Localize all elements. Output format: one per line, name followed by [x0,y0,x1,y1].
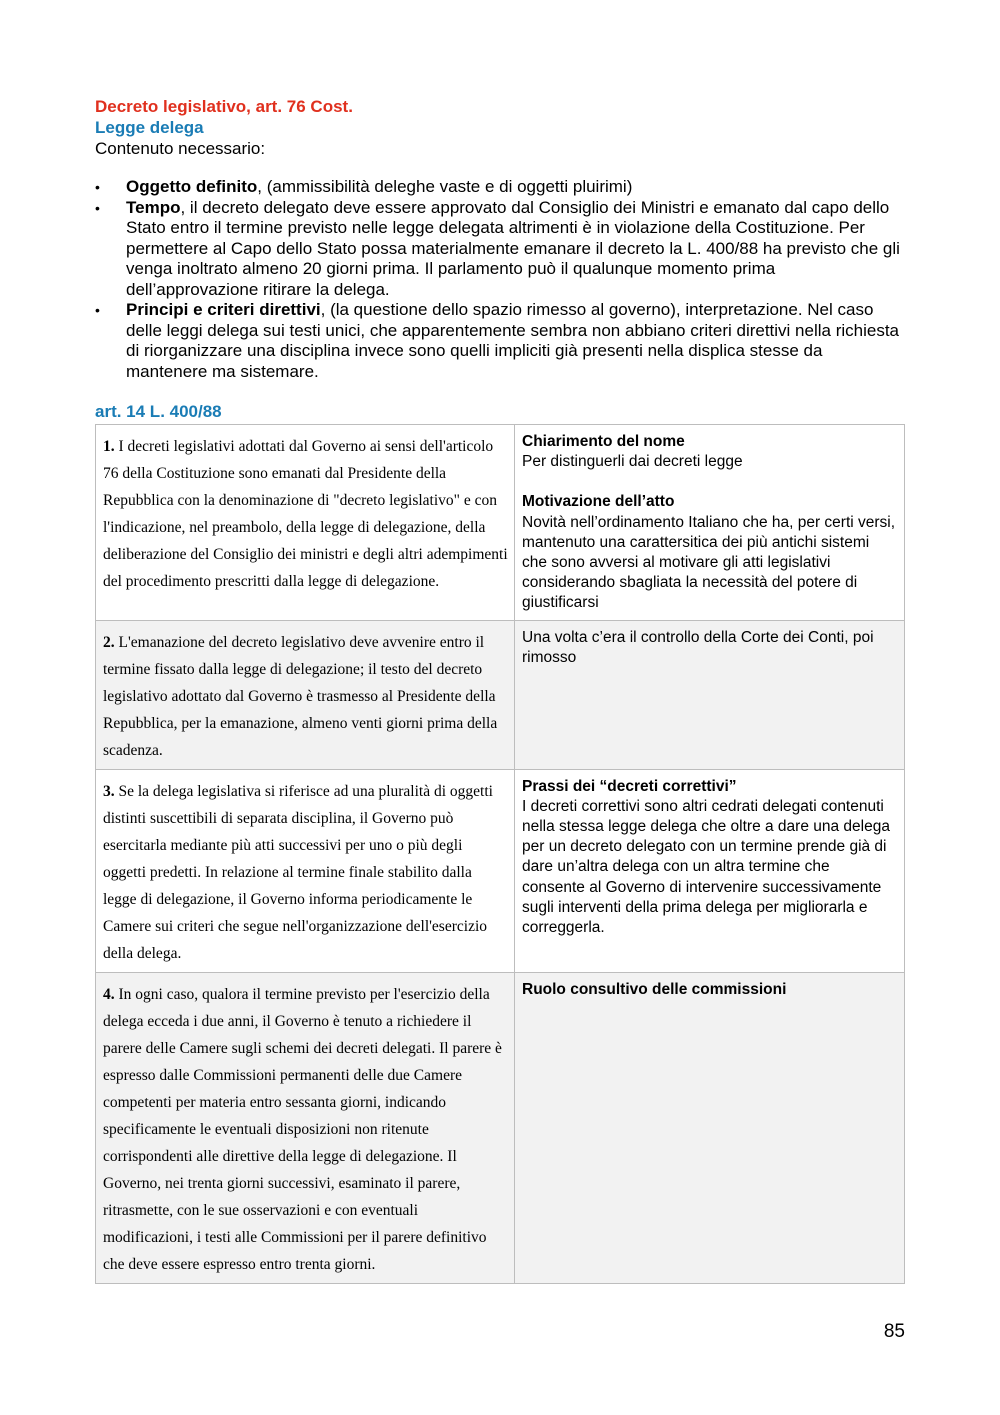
bullet-icon: • [95,302,100,318]
list-item [95,198,905,301]
intro-text: Contenuto necessario: [95,139,266,158]
paragraph-text: In ogni caso, qualora il termine previsto per l'esercizio della delega ecceda i due anni, il Governo è tenuto a richiedere il parere delle Camere sugli schemi dei decreti delegati. Il parere è espresso dalle Commissioni permanenti delle due Camere competenti per materia entro sessanta giorni, indicando specificamente le eventuali disposizioni non ritenute corrispondenti alle direttive della legge di delegazione. Il Governo, nei trenta giorni successivi, esaminato il parere, ritrasmette, con le sue osservazioni e con eventuali modificazioni, i testi alle Commissioni per il parere definitivo che deve essere espresso entro trenta giorni. [103,985,502,1273]
article-title: art. 14 L. 400/88 [95,402,222,421]
section-title: Decreto legislativo, art. 76 Cost. [95,97,353,116]
item-term: Oggetto definito [126,177,258,196]
paragraph-number: 1. [103,438,115,455]
paragraph-text: Se la delega legislativa si riferisce ad una pluralità di oggetti distinti suscettibili di separata disciplina, il Governo può esercitarla mediante più atti successivi per uno o più degli oggetti predetti. In relazione al termine finale stabilito dalla legge di delegazione, il Governo informa periodicamente le Camere sui criteri che segue nell'organizzazione dell'esercizio della delega. [103,782,493,962]
item-text: , (la questione dello spazio rimesso al governo), interpretazione. Nel caso delle leggi delega sui testi unici, che apparentemente sembra non abbiano criteri direttivi nella richiesta di riorganizzare una disciplina invece sono quelli impliciti già presenti nella displica stesse da mantenere ma sistemare. [126,300,900,381]
law-paragraph [96,769,515,972]
law-paragraph [96,620,515,769]
requirements-list [95,177,905,382]
table-row [96,425,905,621]
comment-heading: Motivazione dell’atto [522,493,675,511]
item-term: Principi e criteri direttivi [126,300,321,319]
comment-cell [515,972,905,1283]
comment-text: Una volta c’era il controllo della Corte dei Conti, poi rimosso [522,628,874,666]
comment-spacer [522,472,896,492]
article-table [95,424,905,1284]
item-term: Tempo [126,197,181,217]
item-text: , il decreto delegato deve essere approvato dal Consiglio dei Ministri e emanato dal capo dello Stato entro il termine previsto nelle legge delegata altrimenti è in violazione della Costituzione. Per permettere al Capo dello Stato possa materialmente emanare il decreto la L. 400/88 ha previsto che gli venga inoltrato almeno 20 giorni prima. Il parlamento può il qualunque momento prima dell’approvazione ritirare la delega. [126,197,900,299]
paragraph-text: L'emanazione del decreto legislativo deve avvenire entro il termine fissato dalla legge di delegazione; il testo del decreto legislativo adottato dal Governo è trasmesso al Presidente della Repubblica, per la emanazione, almeno venti giorni prima della scadenza. [103,633,498,759]
law-paragraph [96,972,515,1283]
comment-text: Novità nell’ordinamento Italiano che ha, per certi versi, mantenuto una carattersitica dei più antichi sistemi che sono avversi al motivare gli atti legislativi considerando sbagliata la necessità del potere di giustificarsi [522,513,896,612]
comment-cell [515,425,905,621]
table-row [96,620,905,769]
table-row [96,972,905,1283]
paragraph-number: 4. [103,985,115,1003]
item-text: , (ammissibilità deleghe vaste e di oggetti pluirimi) [257,177,633,196]
comment-heading: Chiarimento del nome [522,433,685,450]
list-item [95,177,905,198]
comment-heading: Ruolo consultivo delle commissioni [522,980,787,998]
law-paragraph [96,425,515,621]
comment-cell [515,620,905,769]
comment-text: Per distinguerli dai decreti legge [522,453,743,471]
section-subtitle: Legge delega [95,118,204,137]
list-item [95,300,905,382]
page-number: 85 [883,1321,905,1342]
document-page [95,96,905,1284]
comment-heading: Prassi dei “decreti correttivi” [522,777,737,795]
paragraph-text: I decreti legislativi adottati dal Governo ai sensi dell'articolo 76 della Costituzione sono emanati dal Presidente della Repubblica con la denominazione di "decreto legislativo" e con l'indicazione, nel preambolo, della legge di delegazione, della deliberazione del Consiglio dei ministri e degli altri adempimenti del procedimento prescritti dalla legge di delegazione. [103,438,508,590]
comment-text: I decreti correttivi sono altri cedrati delegati contenuti nella stessa legge delega che oltre a dare una delega per un decreto delegato con un termine prende già di dare un’altra delega con un altra termine che consente al Governo di intervenire successivamente sugli interventi della prima delega per migliorarla e correggerla. [522,797,890,937]
bullet-icon: • [95,179,100,195]
bullet-icon: • [95,199,100,216]
comment-cell [515,769,905,972]
table-row [96,769,905,972]
paragraph-number: 3. [103,782,115,800]
paragraph-number: 2. [103,633,115,651]
